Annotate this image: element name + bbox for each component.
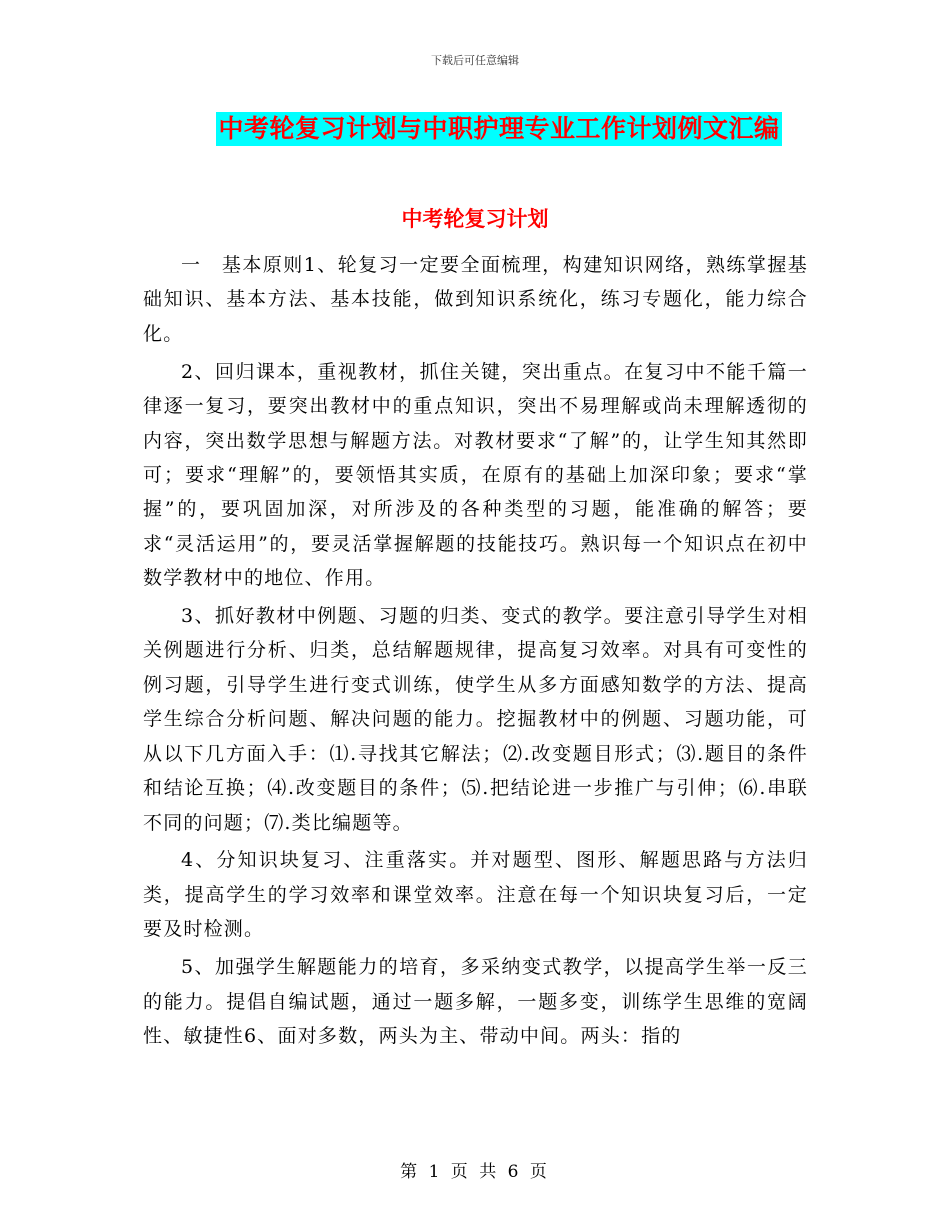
paragraph: 一 基本原则1、轮复习一定要全面梳理，构建知识网络，熟练掌握基础知识、基本方法、基本技能，做到知识系统化，练习专题化，能力综合化。 xyxy=(143,254,808,345)
paragraph: 5、加强学生解题能力的培育，多采纳变式教学，以提高学生举一反三的能力。提倡自编试题，通过一题多解，一题多变，训练学生思维的宽阔性、敏捷性6、面对多数，两头为主、带动中间。两头：指的 xyxy=(143,956,808,1047)
header-note: 下载后可任意编辑 xyxy=(431,54,519,67)
main-title: 中考轮复习计划与中职护理专业工作计划例文汇编 xyxy=(216,112,781,146)
main-title-container xyxy=(0,112,950,146)
paragraph: 3、抓好教材中例题、习题的归类、变式的教学。要注意引导学生对相关例题进行分析、归类，总结解题规律，提高复习效率。对具有可变性的例习题，引导学生进行变式训练，使学生从多方面感知数学的方法、提高学生综合分析问题、解决问题的能力。挖掘教材中的例题、习题功能，可从以下几方面入手：⑴.寻找其它解法；⑵.改变题目形式；⑶.题目的条件和结论互换；⑷.改变题目的条件；⑸.把结论进一步推广与引伸；⑹.串联不同的问题；⑺.类比编题等。 xyxy=(143,605,808,834)
paragraph: 2、回归课本，重视教材，抓住关键，突出重点。在复习中不能千篇一律逐一复习，要突出教材中的重点知识，突出不易理解或尚未理解透彻的内容，突出数学思想与解题方法。对教材要求“了解”的，让学生知其然即可；要求“理解”的，要领悟其实质，在原有的基础上加深印象；要求“掌握”的，要巩固加深，对所涉及的各种类型的习题，能准确的解答；要求“灵活运用”的，要灵活掌握解题的技能技巧。熟识每一个知识点在初中数学教材中的地位、作用。 xyxy=(143,360,808,590)
section-title: 中考轮复习计划 xyxy=(401,206,549,231)
paragraph: 4、分知识块复习、注重落实。并对题型、图形、解题思路与方法归类，提高学生的学习效率和课堂效率。注意在每一个知识块复习后，一定要及时检测。 xyxy=(143,849,808,941)
document-body xyxy=(143,248,808,1057)
page-footer: 第 1 页 共 6 页 xyxy=(400,1162,550,1182)
